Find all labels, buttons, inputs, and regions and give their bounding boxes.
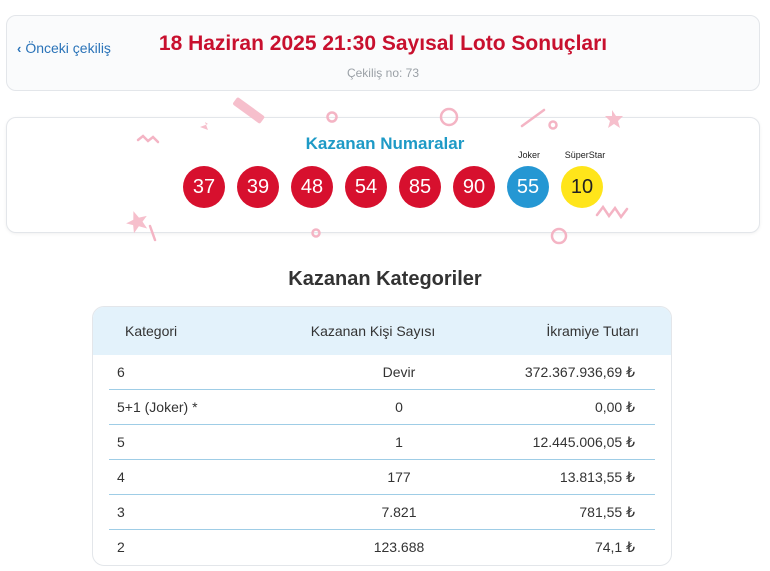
- draw-header-card: [6, 15, 760, 91]
- joker-label: Joker: [517, 150, 540, 160]
- previous-draw-label: Önceki çekiliş: [25, 40, 111, 56]
- winners-cell: 1: [395, 434, 403, 450]
- number-ball: 37: [183, 166, 225, 208]
- winning-numbers-title: Kazanan Numaralar: [305, 134, 465, 153]
- category-cell: 5+1 (Joker) *: [117, 399, 198, 415]
- prize-cell: 74,1 ₺: [594, 539, 635, 555]
- joker-ball: 55: [507, 166, 549, 208]
- prize-cell: 13.813,55 ₺: [559, 469, 635, 485]
- number-ball: 39: [237, 166, 279, 208]
- winners-cell: 0: [395, 399, 403, 415]
- category-cell: 4: [117, 469, 125, 485]
- table-body: [93, 355, 671, 565]
- number-ball: 54: [345, 166, 387, 208]
- table-row: [109, 425, 655, 460]
- table-row: [109, 495, 655, 530]
- header-prize: İkramiye Tutarı: [546, 323, 639, 339]
- category-cell: 2: [117, 539, 125, 555]
- number-ball: 85: [399, 166, 441, 208]
- prize-cell: 372.367.936,69 ₺: [524, 364, 635, 380]
- page-title: 18 Haziran 2025 21:30 Sayısal Loto Sonuçları: [158, 32, 608, 55]
- prize-cell: 0,00 ₺: [594, 399, 635, 415]
- superstar-label: SüperStar: [564, 150, 606, 160]
- winning-numbers-list: [183, 166, 603, 208]
- prize-cell: 12.445.006,05 ₺: [532, 434, 635, 450]
- category-cell: 6: [117, 364, 125, 380]
- category-cell: 5: [117, 434, 125, 450]
- winners-cell: 7.821: [381, 504, 417, 520]
- prize-cell: 781,55 ₺: [579, 504, 635, 520]
- table-row: [109, 460, 655, 495]
- table-row: [109, 355, 655, 390]
- table-header: [93, 307, 671, 355]
- number-ball: 48: [291, 166, 333, 208]
- prize-categories-table: [92, 306, 672, 566]
- table-row: [109, 390, 655, 425]
- header-category: Kategori: [125, 323, 178, 339]
- winners-cell: 177: [387, 469, 411, 485]
- categories-title: Kazanan Kategoriler: [288, 268, 482, 290]
- winners-cell: 123.688: [373, 539, 425, 555]
- category-cell: 3: [117, 504, 125, 520]
- draw-number: Çekiliş no: 73: [346, 66, 420, 80]
- table-row: [109, 530, 655, 565]
- chevron-left-icon: ‹: [17, 40, 22, 56]
- number-ball: 90: [453, 166, 495, 208]
- header-winners: Kazanan Kişi Sayısı: [310, 323, 436, 339]
- winners-cell: Devir: [382, 364, 416, 380]
- superstar-ball: 10: [561, 166, 603, 208]
